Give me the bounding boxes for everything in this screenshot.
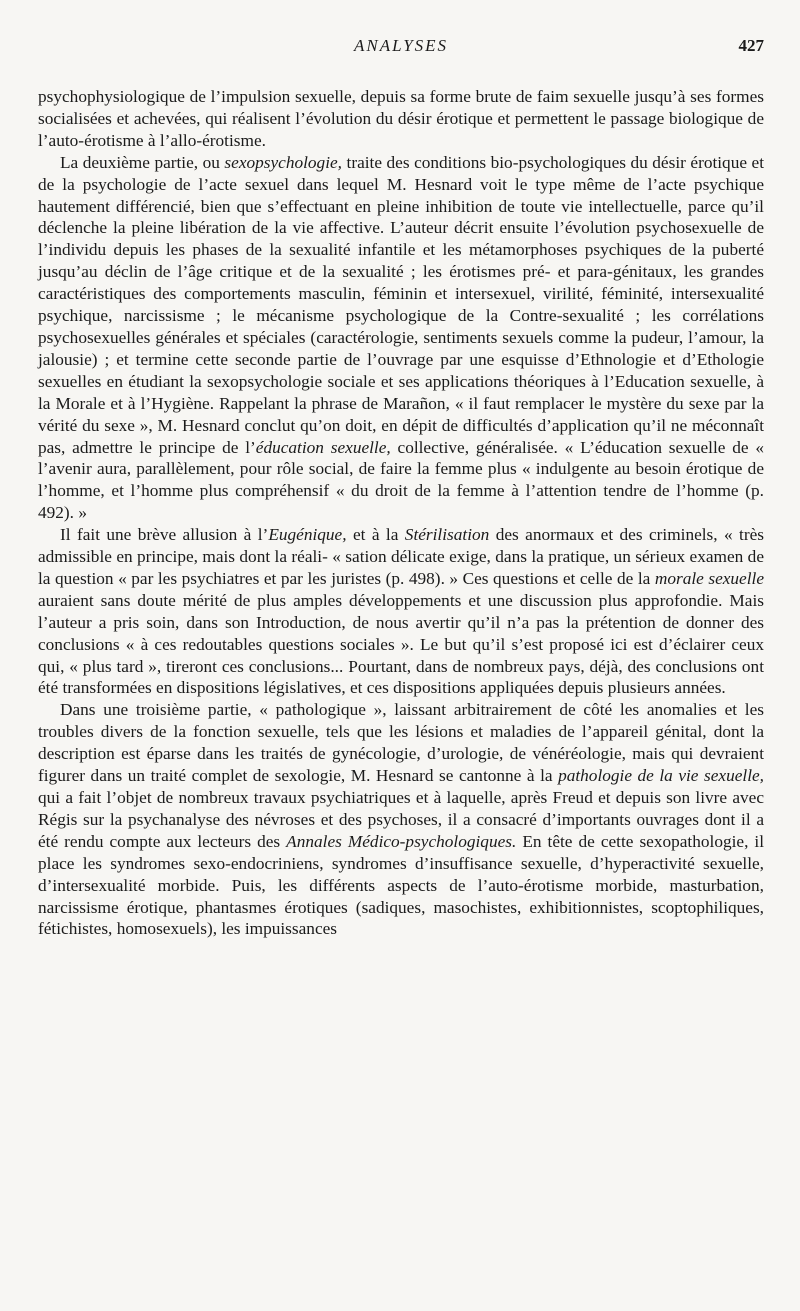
italic-term: Eugénique,	[268, 525, 347, 545]
page-header	[38, 36, 764, 62]
italic-term: éducation sexuelle,	[255, 437, 391, 457]
paragraph-4: Dans une troisième partie, « pathologique », laissant arbitrairement de côté les anomalies et les troubles divers de la fonction sexuelle, tels que les lésions et maladies de l’appareil génital, dont la description est éparse dans les traités de gynécologie, d’urologie, de vénéréologie, mais qui devraient figurer dans un traité complet de sexologie, M. Hesnard se cantonne à la pathologie de la vie sexuelle, qui a fait l’objet de nombreux travaux psychiatriques et à laquelle, après Freud et depuis son livre avec Régis sur la psychanalyse des névroses et des psychoses, il a consacré d’importants ouvrages dont il a été rendu compte aux lecteurs des Annales Médico-psychologiques. En tête de cette sexopathologie, il place les syndromes sexo-endocriniens, syndromes d’insuffisance sexuelle, d’hyperactivité sexuelle, d’intersexualité morbide. Puis, les différents aspects de l’auto-érotisme morbide, masturbation, narcissisme érotique, phantasmes érotiques (sadiques, masochistes, exhibitionnistes, scoptophiliques, fétichistes, homosexuels), les impuissances	[38, 700, 765, 939]
italic-journal-title: Annales Médico-psychologiques.	[286, 831, 517, 851]
italic-term: Stérilisation	[404, 525, 490, 545]
paragraph-3: Il fait une brève allusion à l’Eugénique, et à la Stérilisation des anormaux et des criminels, « très admissible en principe, mais dont la réali- « sation délicate exige, dans la pratique, un sérieux examen de la question « par les psychiatres et par les juristes (p. 498). » Ces questions et celle de la morale sexuelle auraient sans doute mérité de plus amples développements et une discussion plus approfondie. Mais l’auteur a pris soin, dans son Introduction, de nous avertir qu’il n’a pas la prétention de donner des conclusions « à ces redoutables questions sociales ». Le but qu’il s’est proposé ici est d’éclairer ceux qui, « plus tard », tireront ces conclusions... Pourtant, dans de nombreux pays, déjà, des conclusions ont été transformées en dispositions législatives, et ces dispositions appliquées depuis plusieurs années.	[38, 525, 765, 698]
paragraph-2: La deuxième partie, ou sexopsychologie, traite des conditions bio-psychologiques du désir érotique et de la psychologie de l’acte sexuel dans lequel M. Hesnard voit le type même de l’acte psychique hautement différencié, bien que s’effectuant en pleine inhibition de toute vie intellectuelle, parce qu’il déclenche la pleine libération de la vie affective. L’auteur décrit ensuite l’évolution psychosexuelle de l’individu depuis les phases de la sexualité infantile et les métamorphoses psychiques de la puberté jusqu’au déclin de l’âge critique et de la sexualité ; les érotismes pré- et para-génitaux, les grandes caractéristiques des comportements masculin, féminin et intersexuel, virilité, féminité, intersexualité psychique, narcissisme ; le mécanisme psychologique de la Contre-sexualité ; les corrélations psychosexuelles générales et spéciales (caractérologie, sentiments sexuels comme la pudeur, l’amour, la jalousie) ; et termine cette seconde partie de l’ouvrage par une esquisse d’Ethnologie et d’Ethologie sexuelles en étudiant la sexopsychologie sociale et ses applications théoriques à l’Education sexuelle, à la Morale et à l’Hygiène. Rappelant la phrase de Marañon, « il faut remplacer le mystère du sexe par la vérité du sexe », M. Hesnard conclut qu’on doit, en dépit de difficultés d’application qu’il ne méconnaît pas, admettre le principe de l’éducation sexuelle, collective, généralisée. « L’éducation sexuelle de « l’avenir aura, parallèlement, pour rôle social, de faire la femme plus « indulgente au besoin érotique de l’homme, et l’homme plus compréhensif « du droit de la femme à l’attention tendre de l’homme (p. 492). »	[38, 152, 765, 523]
italic-term: morale sexuelle	[654, 568, 764, 588]
italic-term: pathologie de la vie sexuelle,	[558, 766, 764, 786]
paragraph-1: psychophysiologique de l’impulsion sexuelle, depuis sa forme brute de faim sexuelle jusqu’à ses formes socialisées et achevées, qui réalisent l’évolution du désir érotique et permettent le passage biologique de l’auto-érotisme à l’allo-érotisme.	[38, 87, 764, 150]
body-text	[38, 86, 764, 940]
page-number: 427	[738, 36, 764, 55]
running-title: ANALYSES	[353, 36, 449, 55]
italic-term: sexopsychologie,	[224, 152, 342, 172]
